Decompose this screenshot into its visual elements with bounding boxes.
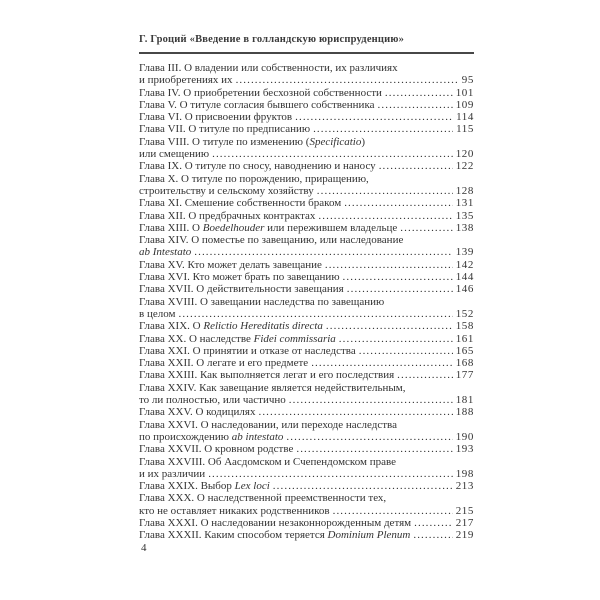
dot-leader xyxy=(318,210,452,222)
dot-leader xyxy=(286,431,452,443)
chapter-title-text: Глава XXXI. О наследовании незаконнорожденным детям xyxy=(139,516,412,529)
chapter-page-number: 219 xyxy=(455,529,474,542)
dot-leader xyxy=(317,185,453,197)
chapter-page-number: 190 xyxy=(455,430,474,443)
chapter-title-text: Глава IV. О приобретении бесхозной собственности xyxy=(139,86,382,99)
chapter-title-text: Глава XXVIII. Об Аасдомском и Счепендомском праве xyxy=(139,455,396,468)
toc-entry-line xyxy=(139,160,474,172)
chapter-title-text: Глава XIII. О Boedelhouder или пережившем владельце xyxy=(139,221,398,234)
running-header: Г. Гроций «Введение в голландскую юриспруденцию» xyxy=(139,34,474,54)
chapter-page-number: 188 xyxy=(455,406,474,419)
dot-leader xyxy=(413,529,452,541)
chapter-page-number: 101 xyxy=(455,86,474,99)
chapter-page-number: 120 xyxy=(455,148,474,161)
toc-entry-line xyxy=(139,394,474,406)
chapter-title-text: Глава XXX. О наследственной преемственности тех, xyxy=(139,492,387,505)
toc-entry-line xyxy=(139,357,474,369)
dot-leader xyxy=(236,74,459,86)
chapter-page-number: 109 xyxy=(455,98,474,111)
chapter-title-text: Глава XX. О наследстве Fidei commissaria xyxy=(139,332,336,345)
toc-entry-line xyxy=(139,87,474,99)
dot-leader xyxy=(296,443,452,455)
chapter-title-text: Глава XXIII. Как выполняется легат и его последствия xyxy=(139,369,395,382)
chapter-title-text: Глава XIX. О Relictio Hereditatis directa xyxy=(139,320,323,333)
dot-leader xyxy=(333,505,453,517)
chapter-title-text: Глава VIII. О титуле по изменению (Specificatio) xyxy=(139,135,366,148)
dot-leader xyxy=(344,197,452,209)
chapter-title-text: в целом xyxy=(139,307,176,320)
toc-entry-line xyxy=(139,271,474,283)
chapter-page-number: 181 xyxy=(455,394,474,407)
toc-entry-line xyxy=(139,99,474,111)
chapter-page-number: 135 xyxy=(455,209,474,222)
toc-entry-line xyxy=(139,173,474,185)
toc-entry-line xyxy=(139,308,474,320)
chapter-page-number: 122 xyxy=(455,160,474,173)
chapter-page-number: 128 xyxy=(455,184,474,197)
chapter-page-number: 152 xyxy=(455,307,474,320)
toc-entry-line xyxy=(139,185,474,197)
dot-leader xyxy=(325,259,453,271)
dot-leader xyxy=(385,87,453,99)
toc-entry-line xyxy=(139,492,474,504)
toc-entry-line xyxy=(139,74,474,86)
toc-entry-line xyxy=(139,517,474,529)
chapter-title-text: строительству и сельскому хозяйству xyxy=(139,184,314,197)
chapter-page-number: 213 xyxy=(455,480,474,493)
chapter-title-text: Глава XV. Кто может делать завещание xyxy=(139,258,322,271)
chapter-title-text: Глава XI. Смешение собственности браком xyxy=(139,197,342,210)
toc-entry-line xyxy=(139,148,474,160)
chapter-title-text: Глава XXI. О принятии и отказе от наследства xyxy=(139,344,356,357)
toc-entry-line xyxy=(139,246,474,258)
dot-leader xyxy=(313,123,453,135)
toc-entry-line xyxy=(139,419,474,431)
chapter-page-number: 146 xyxy=(455,283,474,296)
dot-leader xyxy=(414,517,453,529)
chapter-title-text: Глава XXIV. Как завещание является недействительным, xyxy=(139,381,406,394)
chapter-title-text: или смещению xyxy=(139,148,210,161)
chapter-title-text: Глава XVII. О действительности завещания xyxy=(139,283,344,296)
chapter-page-number: 198 xyxy=(455,467,474,480)
chapter-title-text: Глава XVIII. О завещании наследства по завещанию xyxy=(139,295,385,308)
chapter-title-text: Глава XXV. О кодицилях xyxy=(139,406,256,419)
toc-entry-line xyxy=(139,443,474,455)
folio-page-number: 4 xyxy=(141,542,147,554)
table-of-contents xyxy=(139,62,474,542)
dot-leader xyxy=(339,333,453,345)
toc-entry-line xyxy=(139,136,474,148)
dot-leader xyxy=(194,246,452,258)
dot-leader xyxy=(379,160,453,172)
toc-entry-line xyxy=(139,296,474,308)
chapter-page-number: 168 xyxy=(455,357,474,370)
chapter-page-number: 193 xyxy=(455,443,474,456)
dot-leader xyxy=(212,148,453,160)
toc-entry-line xyxy=(139,234,474,246)
chapter-title-text: Глава XVI. Кто может брать по завещанию xyxy=(139,271,340,284)
dot-leader xyxy=(258,406,452,418)
chapter-title-text: и их различии xyxy=(139,467,206,480)
toc-entry-line xyxy=(139,505,474,517)
chapter-title-text: Глава XII. О предбрачных контрактах xyxy=(139,209,316,222)
toc-entry-line xyxy=(139,468,474,480)
chapter-title-text: кто не оставляет никаких родственников xyxy=(139,504,330,517)
toc-entry-line xyxy=(139,283,474,295)
dot-leader xyxy=(347,283,453,295)
toc-entry-line xyxy=(139,529,474,541)
dot-leader xyxy=(397,369,453,381)
chapter-title-text: Глава XXVII. О кровном родстве xyxy=(139,443,294,456)
dot-leader xyxy=(378,99,453,111)
chapter-page-number: 177 xyxy=(455,369,474,382)
chapter-title-text: то ли полностью, или частично xyxy=(139,394,286,407)
chapter-page-number: 161 xyxy=(455,332,474,345)
toc-entry-line xyxy=(139,259,474,271)
toc-entry-line xyxy=(139,123,474,135)
dot-leader xyxy=(208,468,453,480)
chapter-page-number: 144 xyxy=(455,271,474,284)
toc-entry-line xyxy=(139,369,474,381)
chapter-title-text: Глава IX. О титуле по сносу, наводнению и наносу xyxy=(139,160,376,173)
dot-leader xyxy=(295,111,453,123)
toc-entry-line xyxy=(139,456,474,468)
chapter-title-text: ab Intestato xyxy=(139,246,192,259)
chapter-page-number: 217 xyxy=(455,516,474,529)
dot-leader xyxy=(359,345,453,357)
dot-leader xyxy=(273,480,453,492)
toc-entry-line xyxy=(139,431,474,443)
dot-leader xyxy=(289,394,453,406)
dot-leader xyxy=(326,320,453,332)
toc-entry-line xyxy=(139,222,474,234)
dot-leader xyxy=(311,357,453,369)
toc-entry-line xyxy=(139,406,474,418)
chapter-page-number: 165 xyxy=(455,344,474,357)
chapter-title-text: Глава III. О владении или собственности, их различиях xyxy=(139,62,398,74)
toc-entry-line xyxy=(139,197,474,209)
toc-entry-line xyxy=(139,382,474,394)
chapter-title-text: Глава XXVI. О наследовании, или переходе наследства xyxy=(139,418,397,431)
toc-entry-line xyxy=(139,62,474,74)
toc-entry-line xyxy=(139,210,474,222)
chapter-title-text: Глава XXIX. Выбор Lex loci xyxy=(139,480,270,493)
chapter-page-number: 115 xyxy=(456,123,474,136)
chapter-page-number: 114 xyxy=(456,111,474,124)
dot-leader xyxy=(343,271,453,283)
chapter-page-number: 95 xyxy=(461,74,474,87)
chapter-page-number: 139 xyxy=(455,246,474,259)
chapter-title-text: и приобретениях их xyxy=(139,74,233,87)
chapter-page-number: 131 xyxy=(455,197,474,210)
chapter-title-text: Глава VI. О присвоении фруктов xyxy=(139,111,293,124)
dot-leader xyxy=(400,222,452,234)
chapter-page-number: 142 xyxy=(455,258,474,271)
chapter-title-text: Глава V. О титуле согласия бывшего собственника xyxy=(139,98,375,111)
chapter-page-number: 158 xyxy=(455,320,474,333)
chapter-title-text: Глава VII. О титуле по предписанию xyxy=(139,123,311,136)
toc-entry-line xyxy=(139,345,474,357)
page-content xyxy=(139,34,474,542)
toc-entry-line xyxy=(139,320,474,332)
chapter-page-number: 138 xyxy=(455,221,474,234)
toc-entry-line xyxy=(139,480,474,492)
toc-entry-line xyxy=(139,333,474,345)
chapter-title-text: по происхождению ab intestato xyxy=(139,430,284,443)
toc-entry-line xyxy=(139,111,474,123)
chapter-page-number: 215 xyxy=(455,504,474,517)
chapter-title-text: Глава XIV. О поместье по завещанию, или наследование xyxy=(139,234,404,247)
dot-leader xyxy=(178,308,452,320)
chapter-title-text: Глава XXXII. Каким способом теряется Dominium Plenum xyxy=(139,529,411,542)
chapter-title-text: Глава X. О титуле по порождению, приращению, xyxy=(139,172,369,185)
chapter-title-text: Глава XXII. О легате и его предмете xyxy=(139,357,309,370)
